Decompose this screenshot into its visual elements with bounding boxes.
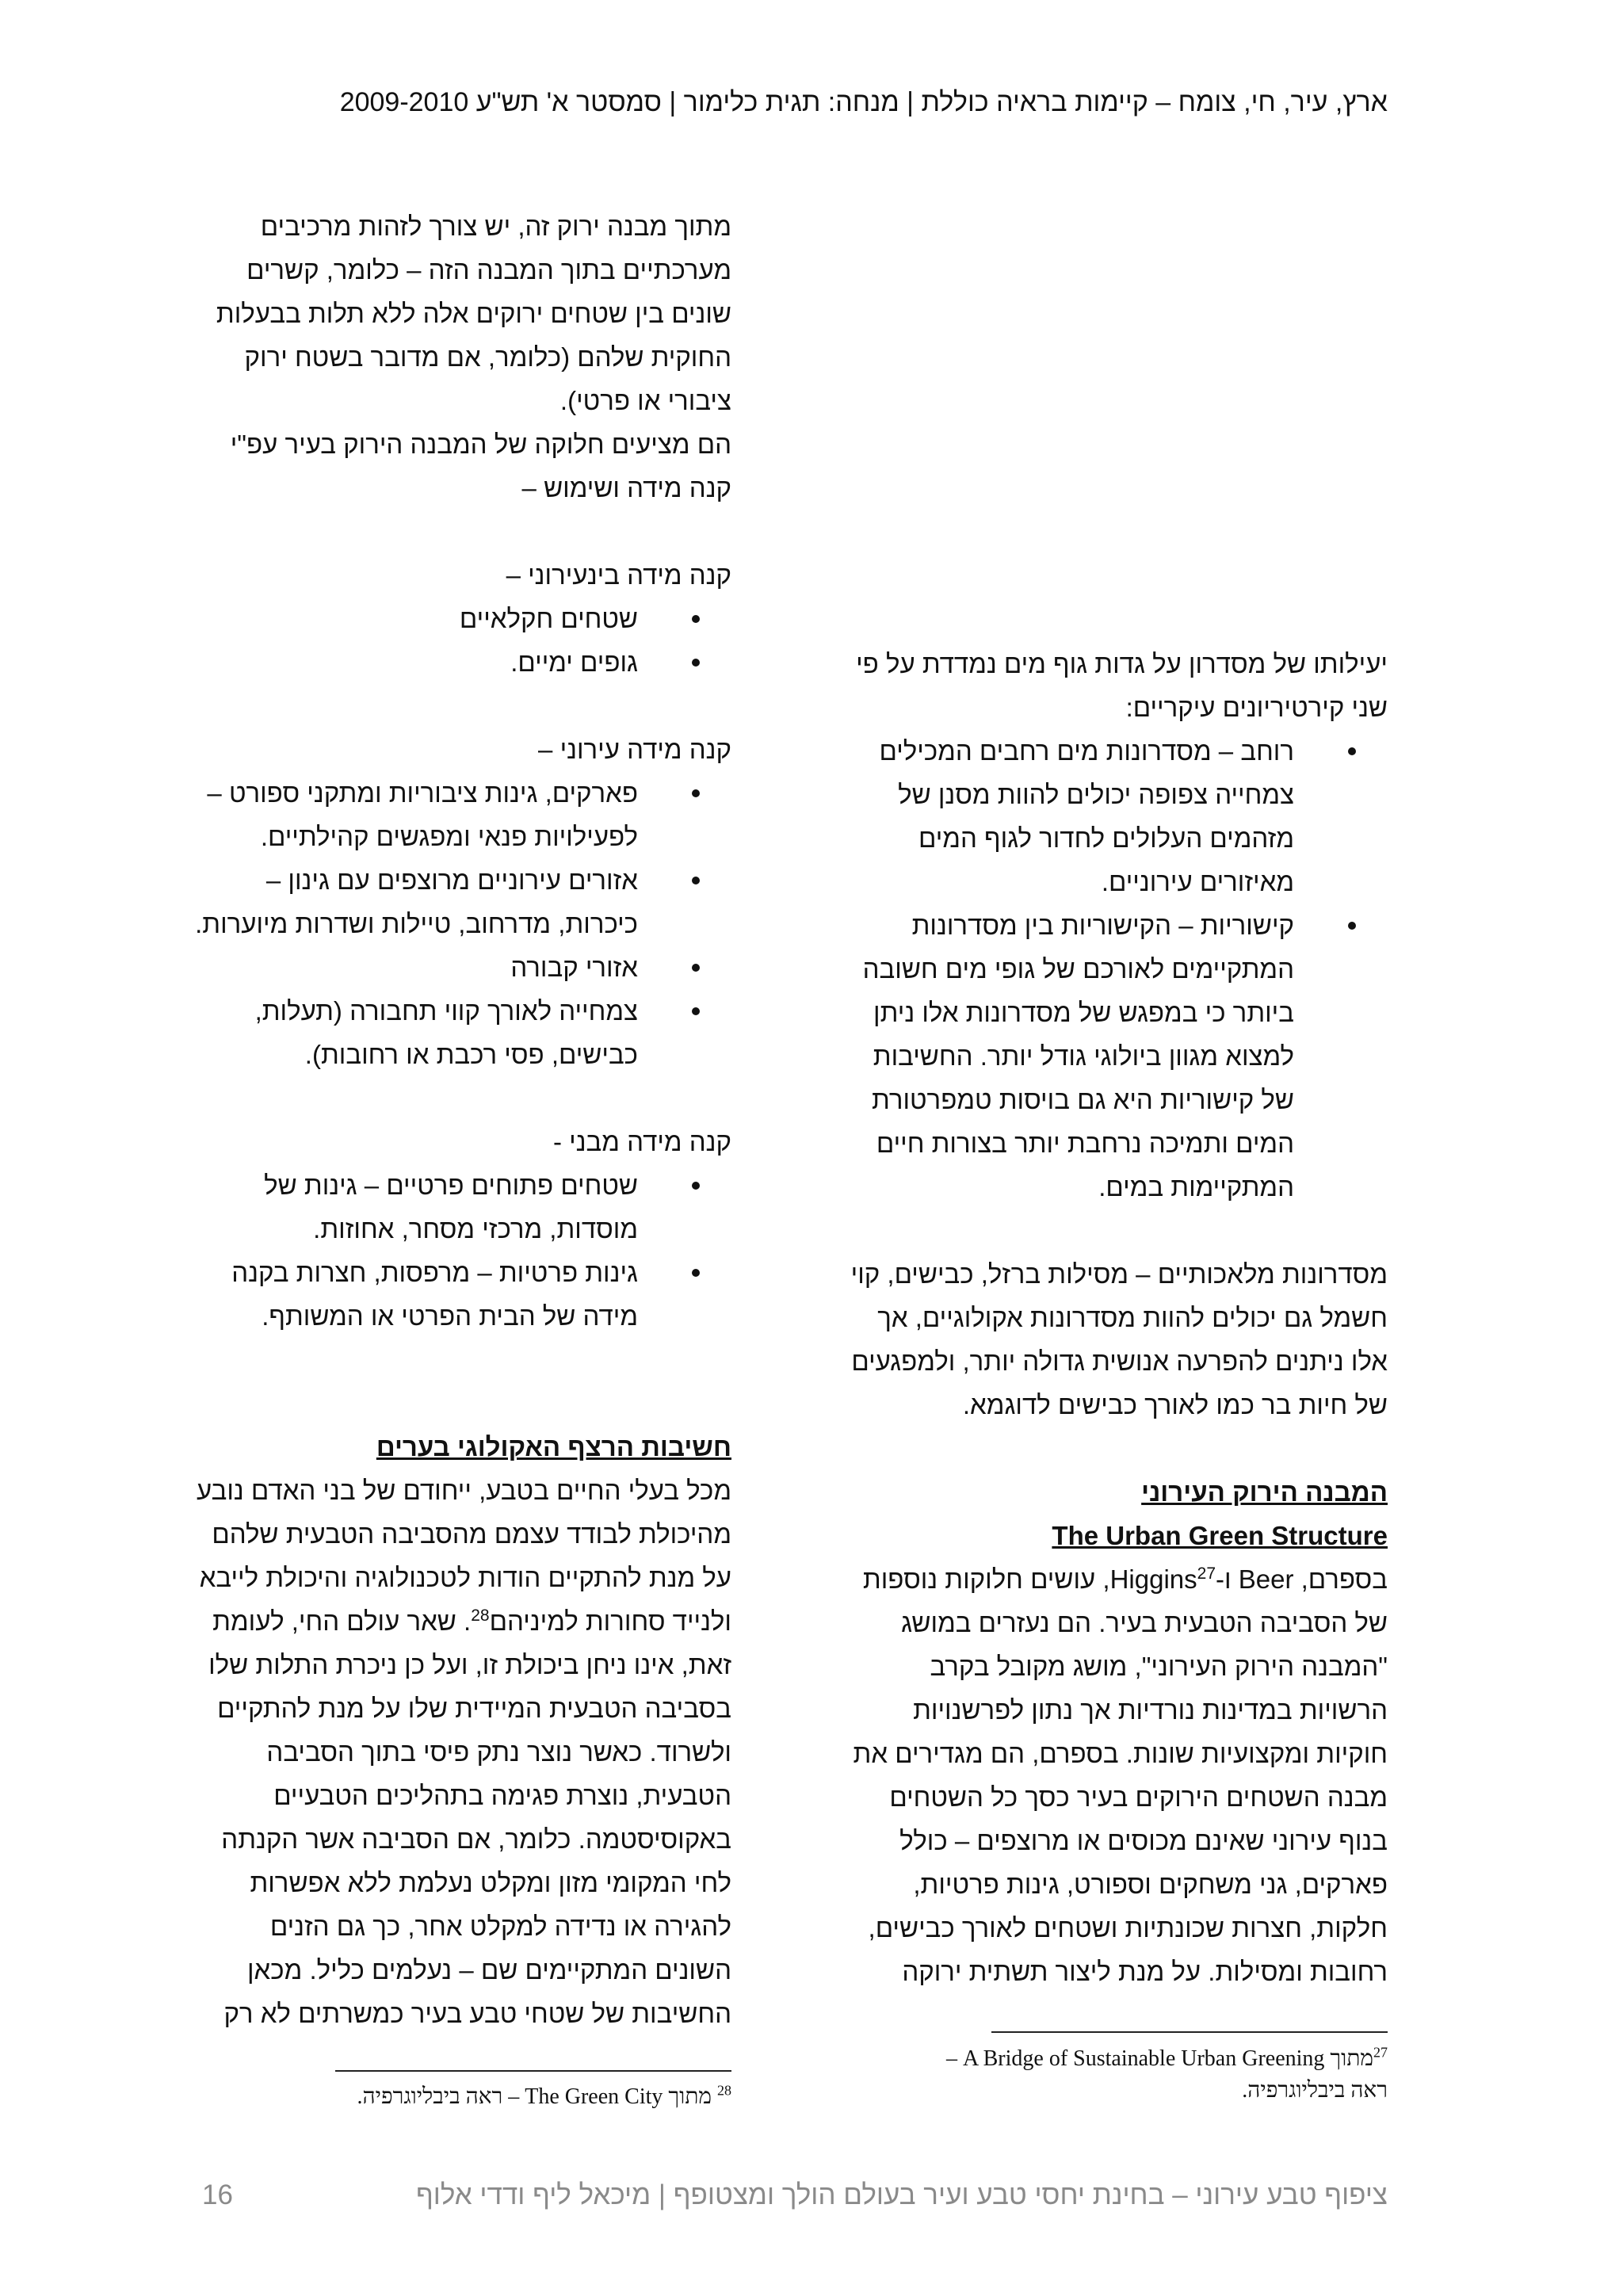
section-heading: חשיבות הרצף האקולוגי בערים (376, 1432, 731, 1461)
list-item: שטחים חקלאיים (153, 597, 638, 640)
section-heading-english: The Urban Green Structure (1052, 1521, 1388, 1550)
paragraph-line: מבנה השטחים הירוקים בעיר כסך כל השטחים (889, 1782, 1388, 1812)
paragraph-line: להגירה או נדידה למקלט אחר, כך גם הזנים (269, 1912, 731, 1941)
paragraph-line: בספרם, Beer ו-Higgins$^{27}$, עושים חלוקות נוספות (862, 1564, 1388, 1594)
paragraph-line: מערכתיים בתוך המבנה הזה – כלומר, קשרים (246, 255, 731, 285)
paragraph-line: לחי המקומי מזון ומקלט נעלמת ללא אפשרות (250, 1868, 731, 1897)
footer-text: ציפוף טבע עירוני – בחינת יחסי טבע ועיר בעולם הולך ומצטופף | מיכאל ליף ודדי אלוף (415, 2179, 1388, 2210)
footnote-divider (335, 2070, 731, 2072)
paragraph-line: מכל בעלי החיים בטבע, ייחודם של בני האדם נובע (197, 1476, 731, 1505)
footnote-ref: 28 (471, 1606, 490, 1625)
list-item: אזורים עירוניים מרוצפים עם גינון – כיכרות, מדרחוב, טיילות ושדרות מיוערות. (153, 858, 638, 946)
paragraph-line: השונים המתקיימים שם – נעלמים כליל. מכאן (246, 1955, 731, 1985)
paragraph-line: שני קירטיריונים עיקריים: (1125, 693, 1388, 722)
paragraph-line: החוקית שלהם (כלומר, אם מדובר בשטח ירוק (244, 342, 731, 372)
list-item: רוחב – מסדרונות מים רחבים המכילים צמחייה צפופה יכולים להוות מסנן של מזהמים העלולים לחדור לגוף המים מאיזורים עירוניים. (809, 729, 1294, 904)
list-item: צמחייה לאורך קווי תחבורה (תעלות, כבישים, פסי רכבת או רחובות). (153, 989, 638, 1076)
paragraph-line: אלו ניתנים להפרעה אנושית גדולה יותר, ולמפגעים (851, 1347, 1388, 1376)
subheading-inter-urban: קנה מידה בינעירוני – (506, 560, 731, 590)
paragraph-line: ציבורי או פרטי). (559, 386, 731, 415)
section-heading: המבנה הירוק העירוני (1141, 1477, 1388, 1507)
paragraph-line: באקוסיסטמה. כלומר, אם הסביבה אשר הקנתה (221, 1824, 731, 1854)
paragraph-line: יעילותו של מסדרון על גדות גוף מים נמדדת על פי (856, 649, 1388, 678)
criteria-list (809, 729, 1388, 1209)
paragraph-line: רחובות ומסילות. על מנת ליצור תשתית ירוקה (902, 1957, 1388, 1986)
list-item: שטחים פתוחים פרטיים – גינות של מוסדות, מרכזי מסחר, אחוזות. (153, 1163, 638, 1251)
paragraph-line: של חיות בר כמו לאורך כבישים לדוגמא. (962, 1390, 1388, 1419)
paragraph-line: חוקיות ומקצועיות שונות. בספרם, הם מגדירים את (853, 1739, 1388, 1768)
paragraph-line: בנוף עירוני שאינם מכוסים או מרוצפים – כולל (899, 1826, 1388, 1855)
right-column (809, 642, 1388, 1993)
list-item: אזורי קבורה (153, 946, 638, 989)
page-footer (202, 2179, 1388, 2219)
paragraph-line: מסדרונות מלאכותיים – מסילות ברזל, כבישים, קוי (850, 1259, 1388, 1289)
building-list (153, 1163, 731, 1338)
page-header: ארץ, עיר, חי, צומח – קיימות בראיה כוללת | מנחה: תגית כלימור | סמסטר א' תש"ע 2009-2010 (339, 87, 1388, 117)
paragraph-line: בסביבה הטבעית המיידית שלו על מנת להתקיים (217, 1694, 731, 1723)
paragraph-line: "המבנה הירוק העירוני", מושג מקובל בקרב (930, 1652, 1388, 1681)
paragraph-line: חשמל גם יכולים להוות מסדרונות אקולוגיים, אך (877, 1303, 1388, 1332)
paragraph-line: פארקים, גני משחקים וספורט, גינות פרטיות, (913, 1870, 1388, 1899)
paragraph-line: זאת, אינו ניחן ביכולת זו, ועל כן ניכרת התלות שלו (208, 1650, 731, 1679)
footnote-divider (991, 2031, 1388, 2033)
paragraph-line: שונים בין שטחים ירוקים אלה ללא תלות בבעלות (216, 299, 731, 328)
list-item: פארקים, גינות ציבוריות ומתקני ספורט – לפעילויות פנאי ומפגשים קהילתיים. (153, 771, 638, 858)
paragraph-line: ולשרוד. כאשר נוצר נתק פיסי בתוך הסביבה (266, 1737, 731, 1767)
list-item: גופים ימיים. (153, 640, 638, 684)
paragraph-line: מהיכולת לבודד עצמם מהסביבה הטבעית שלהם (212, 1519, 731, 1549)
paragraph-line: חלקות, חצרות שכונתיות ושטחים לאורך כבישים, (868, 1913, 1388, 1943)
page-number: 16 (202, 2179, 233, 2210)
inter-urban-list (153, 597, 731, 684)
left-column (153, 204, 731, 2035)
paragraph-line: הרשויות במדינות נורדיות אך נתון לפרשנויות (913, 1695, 1388, 1725)
subheading-building: קנה מידה מבני - (552, 1127, 731, 1156)
paragraph-line: של הסביבה הטבעית בעיר. הם נעזרים במושג (901, 1608, 1388, 1637)
footnote: $^{27}$מתוך A Bridge of Sustainable Urban Greening – ראה ביבליוגרפיה. (945, 2044, 1388, 2103)
paragraph-line: הטבעית, נוצרת פגימה בתהליכים הטבעיים (273, 1781, 731, 1810)
subheading-urban: קנה מידה עירוני – (538, 735, 731, 764)
urban-list (153, 771, 731, 1076)
list-item: קישוריות – הקישוריות בין מסדרונות המתקיימים לאורכם של גופי מים חשובה ביותר כי במפגש של מסדרונות אלו ניתן למצוא מגוון ביולוגי גודל יותר. החשיבות של קישוריות היא גם בויסות טמפרטורת המים ותמיכה נרחבת יותר בצורות חיים המתקיימות במים. (809, 904, 1294, 1209)
paragraph-line: קנה מידה ושימוש – (521, 473, 731, 502)
paragraph-line: החשיבות של שטחי טבע בעיר כמשרתים לא רק (223, 1999, 731, 2028)
paragraph-line: על מנת להתקיים הודות לטכנולוגיה והיכולת לייבא (199, 1563, 731, 1592)
paragraph-line: ולנייד סחורות למיניהם$^{28}$. שאר עולם החי, לעומת (212, 1606, 731, 1636)
list-item: גינות פרטיות – מרפסות, חצרות בקנה מידה של הבית הפרטי או המשותף. (153, 1251, 638, 1338)
footnote-ref: 27 (1197, 1564, 1216, 1583)
paragraph-line: מתוך מבנה ירוק זה, יש צורך לזהות מרכיבים (260, 212, 731, 241)
footnote: $^{28}$ מתוך The Green City – ראה ביבליוגרפיה. (357, 2082, 731, 2109)
paragraph-line: הם מציעים חלוקה של המבנה הירוק בעיר עפ"י (230, 430, 731, 459)
